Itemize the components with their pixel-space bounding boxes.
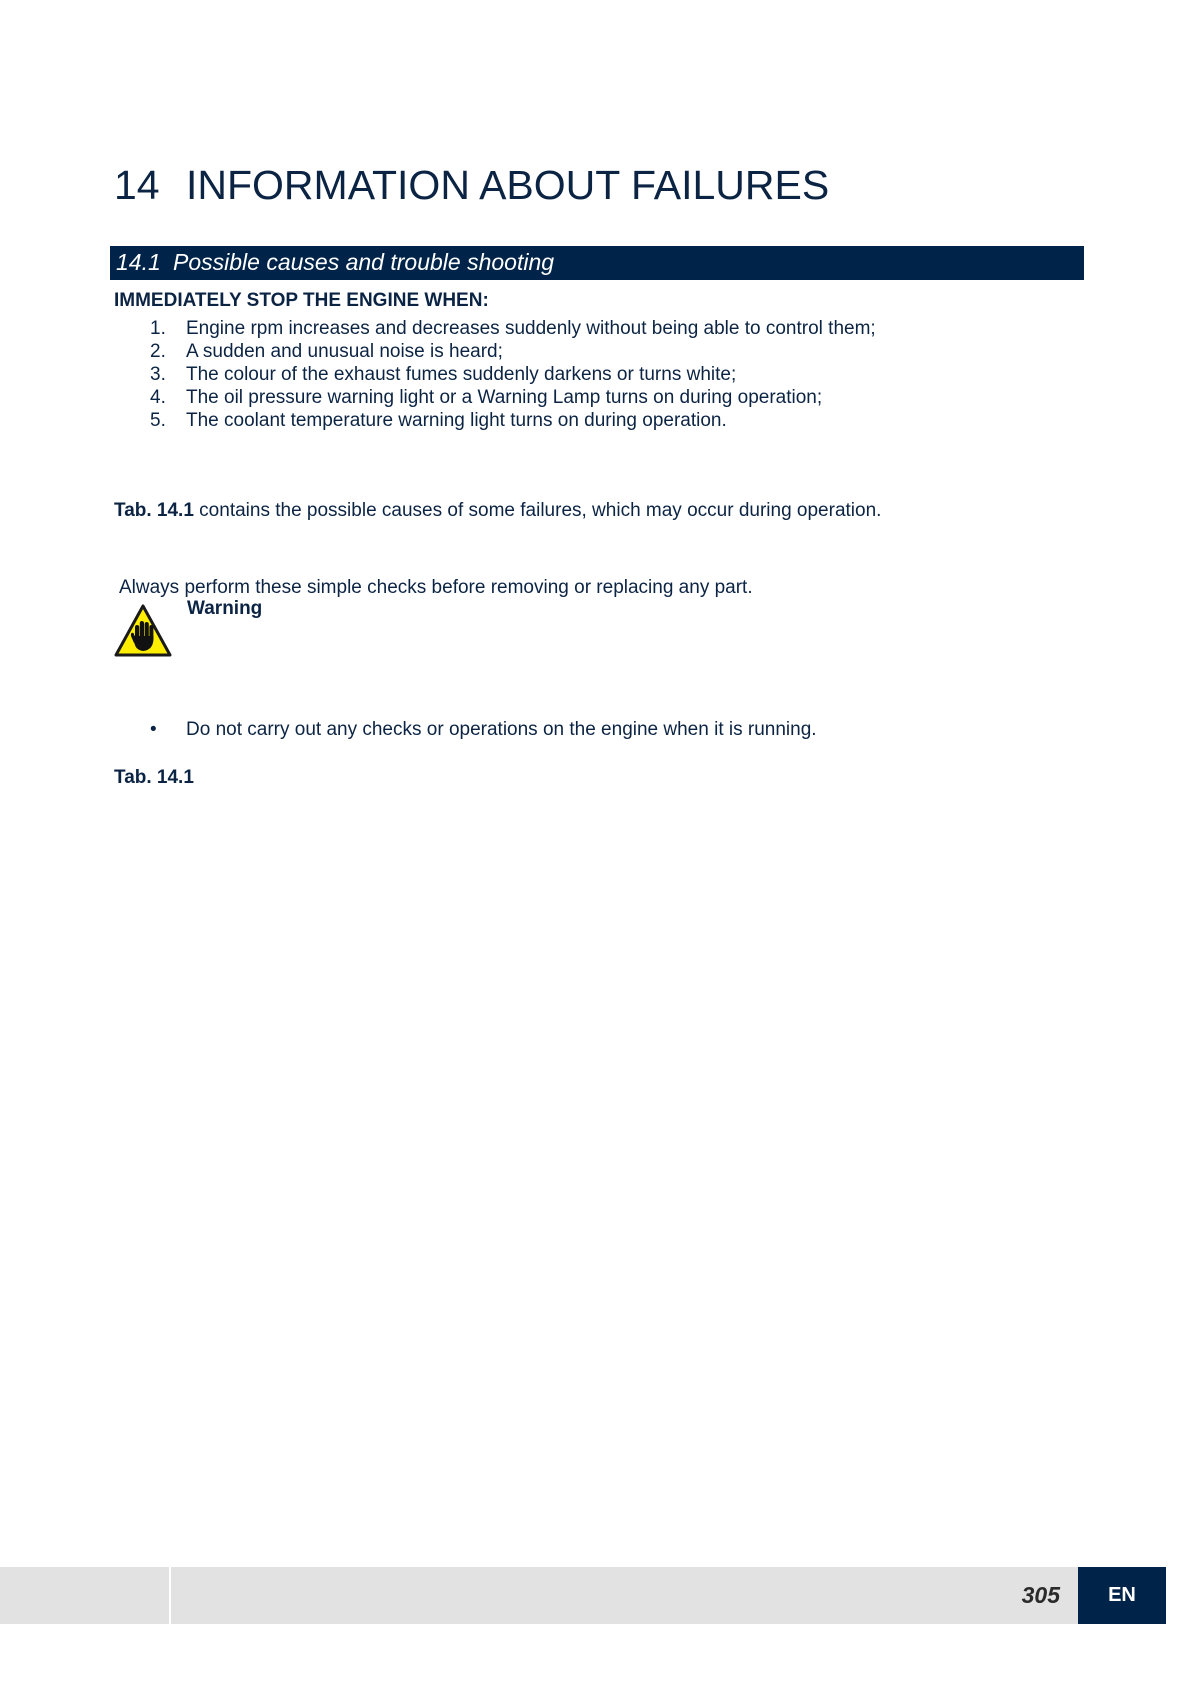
- chapter-title: [114, 162, 829, 209]
- footer-bar: [171, 1567, 1078, 1624]
- list-item-text: The oil pressure warning light or a Warning Lamp turns on during operation;: [186, 387, 823, 408]
- section-title: Possible causes and trouble shooting: [173, 249, 555, 275]
- page-number: 305: [1021, 1582, 1060, 1608]
- list-item: [114, 340, 876, 363]
- table-intro-paragraph: [114, 500, 881, 522]
- section-header: [110, 246, 1084, 280]
- list-item-number: 3.: [150, 364, 166, 385]
- language-badge: EN: [1078, 1567, 1166, 1624]
- list-item-number: 2.: [150, 341, 166, 362]
- list-item: [114, 317, 876, 340]
- list-item-text: The coolant temperature warning light turns on during operation.: [186, 410, 727, 431]
- warning-label: Warning: [187, 598, 263, 619]
- stop-engine-heading: IMMEDIATELY STOP THE ENGINE WHEN:: [114, 290, 489, 311]
- bullet-item-text: Do not carry out any checks or operations on the engine when it is running.: [186, 719, 817, 740]
- list-item: [114, 409, 876, 432]
- chapter-number: 14: [114, 162, 160, 208]
- table-reference: Tab. 14.1: [114, 500, 194, 521]
- checks-paragraph: Always perform these simple checks before removing or replacing any part.: [119, 577, 753, 598]
- chapter-title-text: INFORMATION ABOUT FAILURES: [186, 162, 830, 208]
- bullet-symbol: •: [150, 719, 157, 740]
- footer-left-block: [0, 1567, 169, 1624]
- warning-hand-icon: [113, 603, 173, 659]
- list-item: [114, 363, 876, 386]
- table-intro-text: contains the possible causes of some failures, which may occur during operation.: [193, 500, 882, 521]
- stop-conditions-list: [114, 317, 876, 432]
- list-item-text: The colour of the exhaust fumes suddenly darkens or turns white;: [186, 364, 737, 385]
- section-number: 14.1: [116, 249, 161, 275]
- table-caption: Tab. 14.1: [114, 767, 194, 788]
- list-item-text: Engine rpm increases and decreases suddenly without being able to control them;: [186, 318, 876, 339]
- list-item-text: A sudden and unusual noise is heard;: [186, 341, 503, 362]
- list-item-number: 4.: [150, 387, 166, 408]
- list-item-number: 1.: [150, 318, 166, 339]
- list-item: [114, 386, 876, 409]
- list-item-number: 5.: [150, 410, 166, 431]
